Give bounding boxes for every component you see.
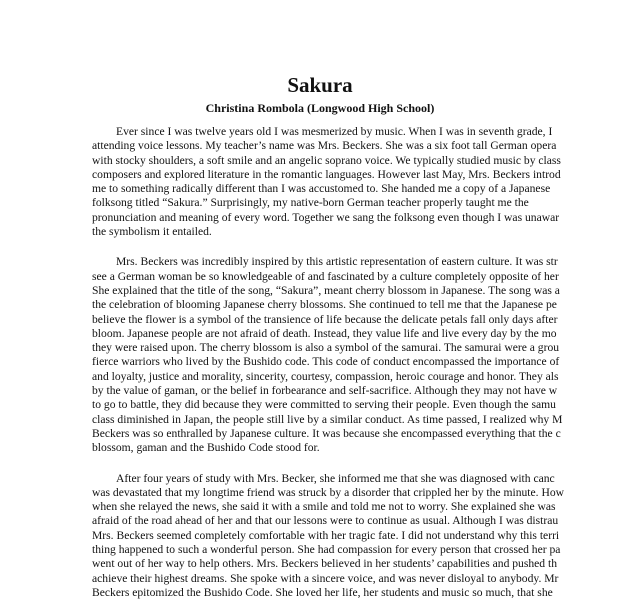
text-line: bloom. Japanese people are not afraid of death. Instead, they value life and live every day by the mo — [92, 326, 557, 340]
text-line: pronunciation and meaning of every word. Together we sang the folksong even though I was unawar — [92, 210, 560, 224]
paragraph — [92, 255, 563, 455]
text-line: composers and explored literature in the romantic languages. However last May, Mrs. Beckers introd — [92, 167, 561, 181]
text-line: to go to battle, they did because they were committed to serving their people. Even though the samu — [92, 398, 556, 412]
paragraph — [92, 471, 564, 601]
text-line: the celebration of blooming Japanese cherry blossoms. She continued to tell me that the Japanese pe — [92, 298, 557, 312]
text-line: afraid of the road ahead of her and that our lessons were to continue as usual. Although I was distrau — [92, 514, 559, 528]
author-line: Christina Rombola (Longwood High School) — [205, 101, 435, 115]
text-line: She explained that the title of the song, “Sakura”, meant cherry blossom in Japanese. The song was a — [92, 283, 560, 297]
text-line: Ever since I was twelve years old I was mesmerized by music. When I was in seventh grade, I — [116, 125, 553, 138]
text-line: and loyalty, justice and morality, sincerity, courtesy, compassion, heroic courage and honor. They als — [92, 369, 559, 383]
text-line: class diminished in Japan, the people still live by a similar conduct. As time passed, I realized why M — [92, 412, 563, 426]
document-title: Sakura — [287, 73, 353, 97]
text-line: went out of her way to help others. Mrs. Beckers believed in her students’ capabilities and pushed th — [92, 557, 558, 571]
text-line: achieve their highest dreams. She spoke with a sincere voice, and was never disloyal to anybody. Mr — [92, 571, 559, 585]
text-line: they were raised upon. The cherry blossom is also a symbol of the samurai. The samurai were a grou — [92, 341, 560, 355]
text-line: me to something radically different than I was accustomed to. She handed me a copy of a Japanese — [92, 182, 551, 196]
text-line: attending voice lessons. My teacher’s name was Mrs. Beckers. She was a six foot tall German opera — [92, 139, 557, 153]
text-line: believe the flower is a symbol of the transience of life because the delicate petals fall only days after — [92, 312, 558, 326]
text-line: when she relayed the news, she said it with a smile and told me not to worry. She explained she was — [92, 500, 556, 514]
text-line: blossom, gaman and the Bushido Code stood for. — [92, 441, 320, 455]
text-line: with stocky shoulders, a soft smile and an angelic soprano voice. We typically studied music by class — [92, 153, 561, 167]
text-line: see a German woman be so knowledgeable of and fascinated by a culture completely opposite of her — [92, 269, 559, 283]
text-line: Beckers epitomized the Bushido Code. She loved her life, her students and music so much, that she — [92, 585, 553, 599]
text-line: Mrs. Beckers seemed completely comfortable with her tragic fate. I did not understand why this terri — [92, 528, 560, 542]
text-line: by the value of gaman, or the belief in forbearance and self-sacrifice. Although they may not have w — [92, 384, 558, 398]
text-line: After four years of study with Mrs. Becker, she informed me that she was diagnosed with canc — [116, 471, 555, 485]
paragraph — [92, 125, 561, 239]
text-line: folksong titled “Sakura.” Surprisingly, my native-born German teacher properly taught me the — [92, 196, 529, 210]
text-line: fierce warriors who lived by the Bushido code. This code of conduct encompassed the importance of — [92, 355, 560, 369]
essay-body — [92, 125, 564, 616]
text-line: Mrs. Beckers was incredibly inspired by this artistic representation of eastern culture. It was str — [116, 255, 558, 269]
text-line: was devastated that my longtime friend was struck by a disorder that crippled her by the minute. How — [92, 485, 564, 499]
text-line: Beckers was so enthralled by Japanese culture. It was because she encompassed everything that the c — [92, 426, 561, 440]
text-line: the symbolism it entailed. — [92, 225, 212, 239]
text-line: thing happened to such a wonderful person. She had compassion for every person that crossed her pa — [92, 543, 561, 557]
